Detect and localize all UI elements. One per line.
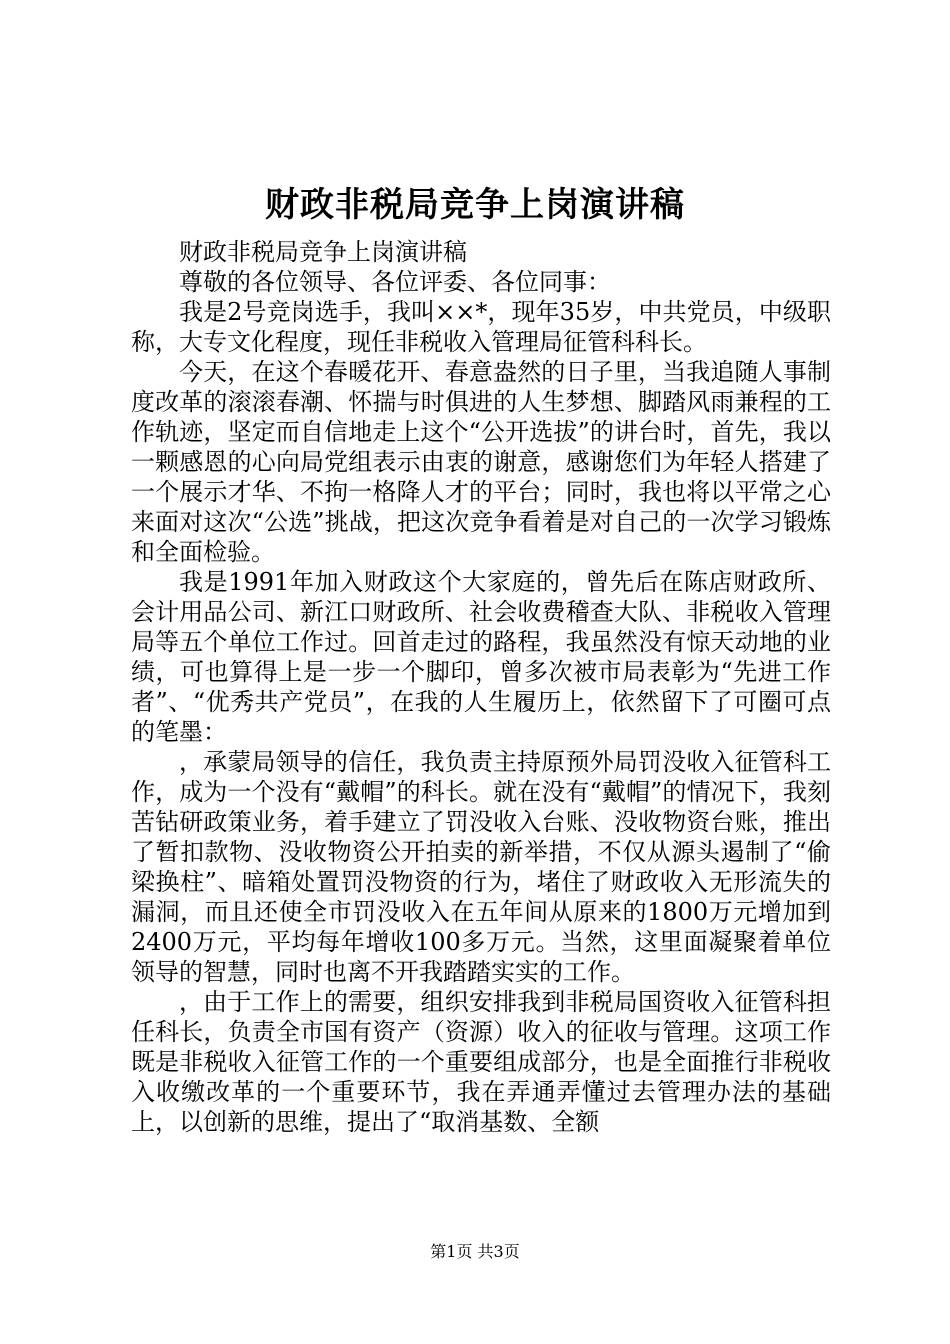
page-number: 第1页 共3页 <box>430 1242 520 1261</box>
paragraph: ，由于工作上的需要，组织安排我到非税局国资收入征管科担任科长，负责全市国有资产（资源）收入的征收与管理。这项工作既是非税收入征管工作的一个重要组成部分，也是全面推行非税收入收缴改革的一个重要环节，我在弄通弄懂过去管理办法的基础上，以创新的思维，提出了“取消基数、全额 <box>131 988 831 1136</box>
paragraph: 尊敬的各位领导、各位评委、各位同事： <box>179 268 611 296</box>
paragraph: 我是2号竞岗选手，我叫××*，现年35岁，中共党员，中级职称，大专文化程度，现任非税收入管理局征管科科长。 <box>131 298 831 356</box>
document-body <box>131 237 831 1137</box>
document-title: 财政非税局竞争上岗演讲稿 <box>265 185 685 225</box>
paragraph: ，承蒙局领导的信任，我负责主持原预外局罚没收入征管科工作，成为一个没有“戴帽”的科长。就在没有“戴帽”的情况下，我刻苦钻研政策业务，着手建立了罚没收入台账、没收物资台账，推出了暂扣款物、没收物资公开拍卖的新举措，不仅从源头遏制了“偷梁换柱”、暗箱处置罚没物资的行为，堵住了财政收入无形流失的漏洞，而且还使全市罚没收入在五年间从原来的1800万元增加到2400万元，平均每年增收100多万元。当然，这里面凝聚着单位领导的智慧，同时也离不开我踏踏实实的工作。 <box>131 748 831 986</box>
paragraph: 财政非税局竞争上岗演讲稿 <box>179 238 467 266</box>
paragraph: 今天，在这个春暖花开、春意盎然的日子里，当我追随人事制度改革的滚滚春潮、怀揣与时俱进的人生梦想、脚踏风雨兼程的工作轨迹，坚定而自信地走上这个“公开选拔”的讲台时，首先，我以一颗感恩的心向局党组表示由衷的谢意，感谢您们为年轻人搭建了一个展示才华、不拘一格降人才的平台；同时，我也将以平常之心来面对这次“公选”挑战，把这次竞争看着是对自己的一次学习锻炼和全面检验。 <box>131 358 831 566</box>
paragraph: 我是1991年加入财政这个大家庭的，曾先后在陈店财政所、会计用品公司、新江口财政所、社会收费稽查大队、非税收入管理局等五个单位工作过。回首走过的路程，我虽然没有惊天动地的业绩，可也算得上是一步一个脚印，曾多次被市局表彰为“先进工作者”、“优秀共产党员”，在我的人生履历上，依然留下了可圈可点的笔墨： <box>131 568 831 746</box>
